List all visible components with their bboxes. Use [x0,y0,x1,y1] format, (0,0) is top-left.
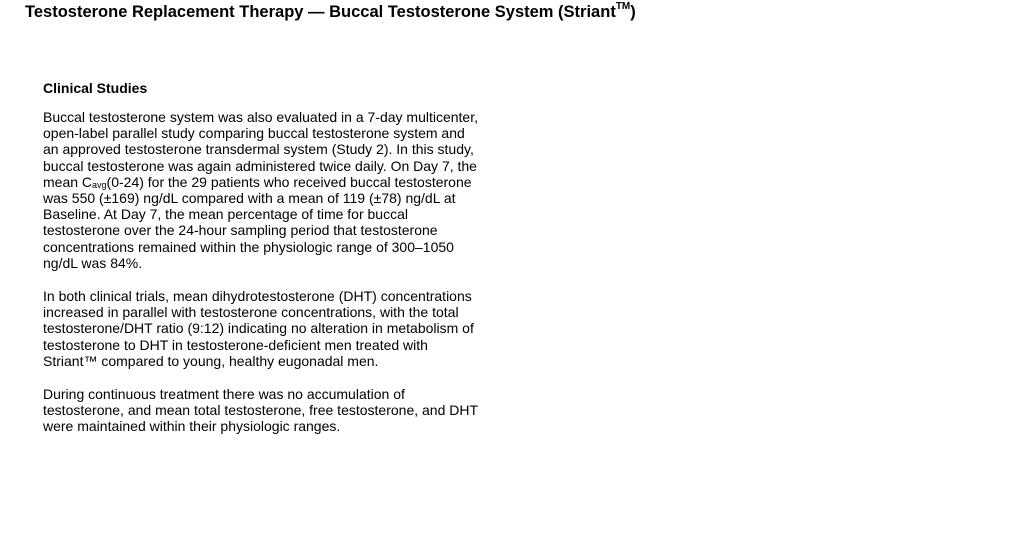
page-title-suffix: ) [630,3,636,21]
page-title-text: Testosterone Replacement Therapy — Buccal Testosterone System (Striant [25,3,616,21]
paragraph-continuous-treatment: During continuous treatment there was no accumulation of testosterone, and mean total testosterone, free testosterone, and DHT were maintained within their physiologic ranges. [43,386,478,435]
trademark-superscript: TM [615,0,631,12]
paragraph-dht: In both clinical trials, mean dihydrotestosterone (DHT) concentrations increased in parallel with testosterone concentrations, with the total testosterone/DHT ratio (9:12) indicating no alteration in metabolism of testosterone to DHT in testosterone-deficient men treated with Striant™ compared to young, healthy eugonadal men. [43,288,474,369]
page-title [25,2,636,22]
paragraph-study-2-text-start: Buccal testosterone system was also evaluated in a 7-day multicenter, open-label parallel study comparing buccal testosterone system and an approved testosterone transdermal system (Study 2). In this study, buccal testosterone was again administered twice daily. On Day 7, the mean C [43,109,478,190]
paragraph-study-2 [43,109,483,271]
cavg-subscript: avg [92,179,107,190]
clinical-studies-section [43,80,483,452]
section-heading: Clinical Studies [43,80,148,96]
paragraph-study-2-text-end: (0-24) for the 29 patients who received buccal testosterone was 550 (±169) ng/dL compared with a mean of 119 (±78) ng/dL at Baseline. At Day 7, the mean percentage of time for buccal testosterone over the 24-hour sampling period that testosterone concentrations remained within the physiologic range of 300–1050 ng/dL was 84%. [43,173,472,271]
